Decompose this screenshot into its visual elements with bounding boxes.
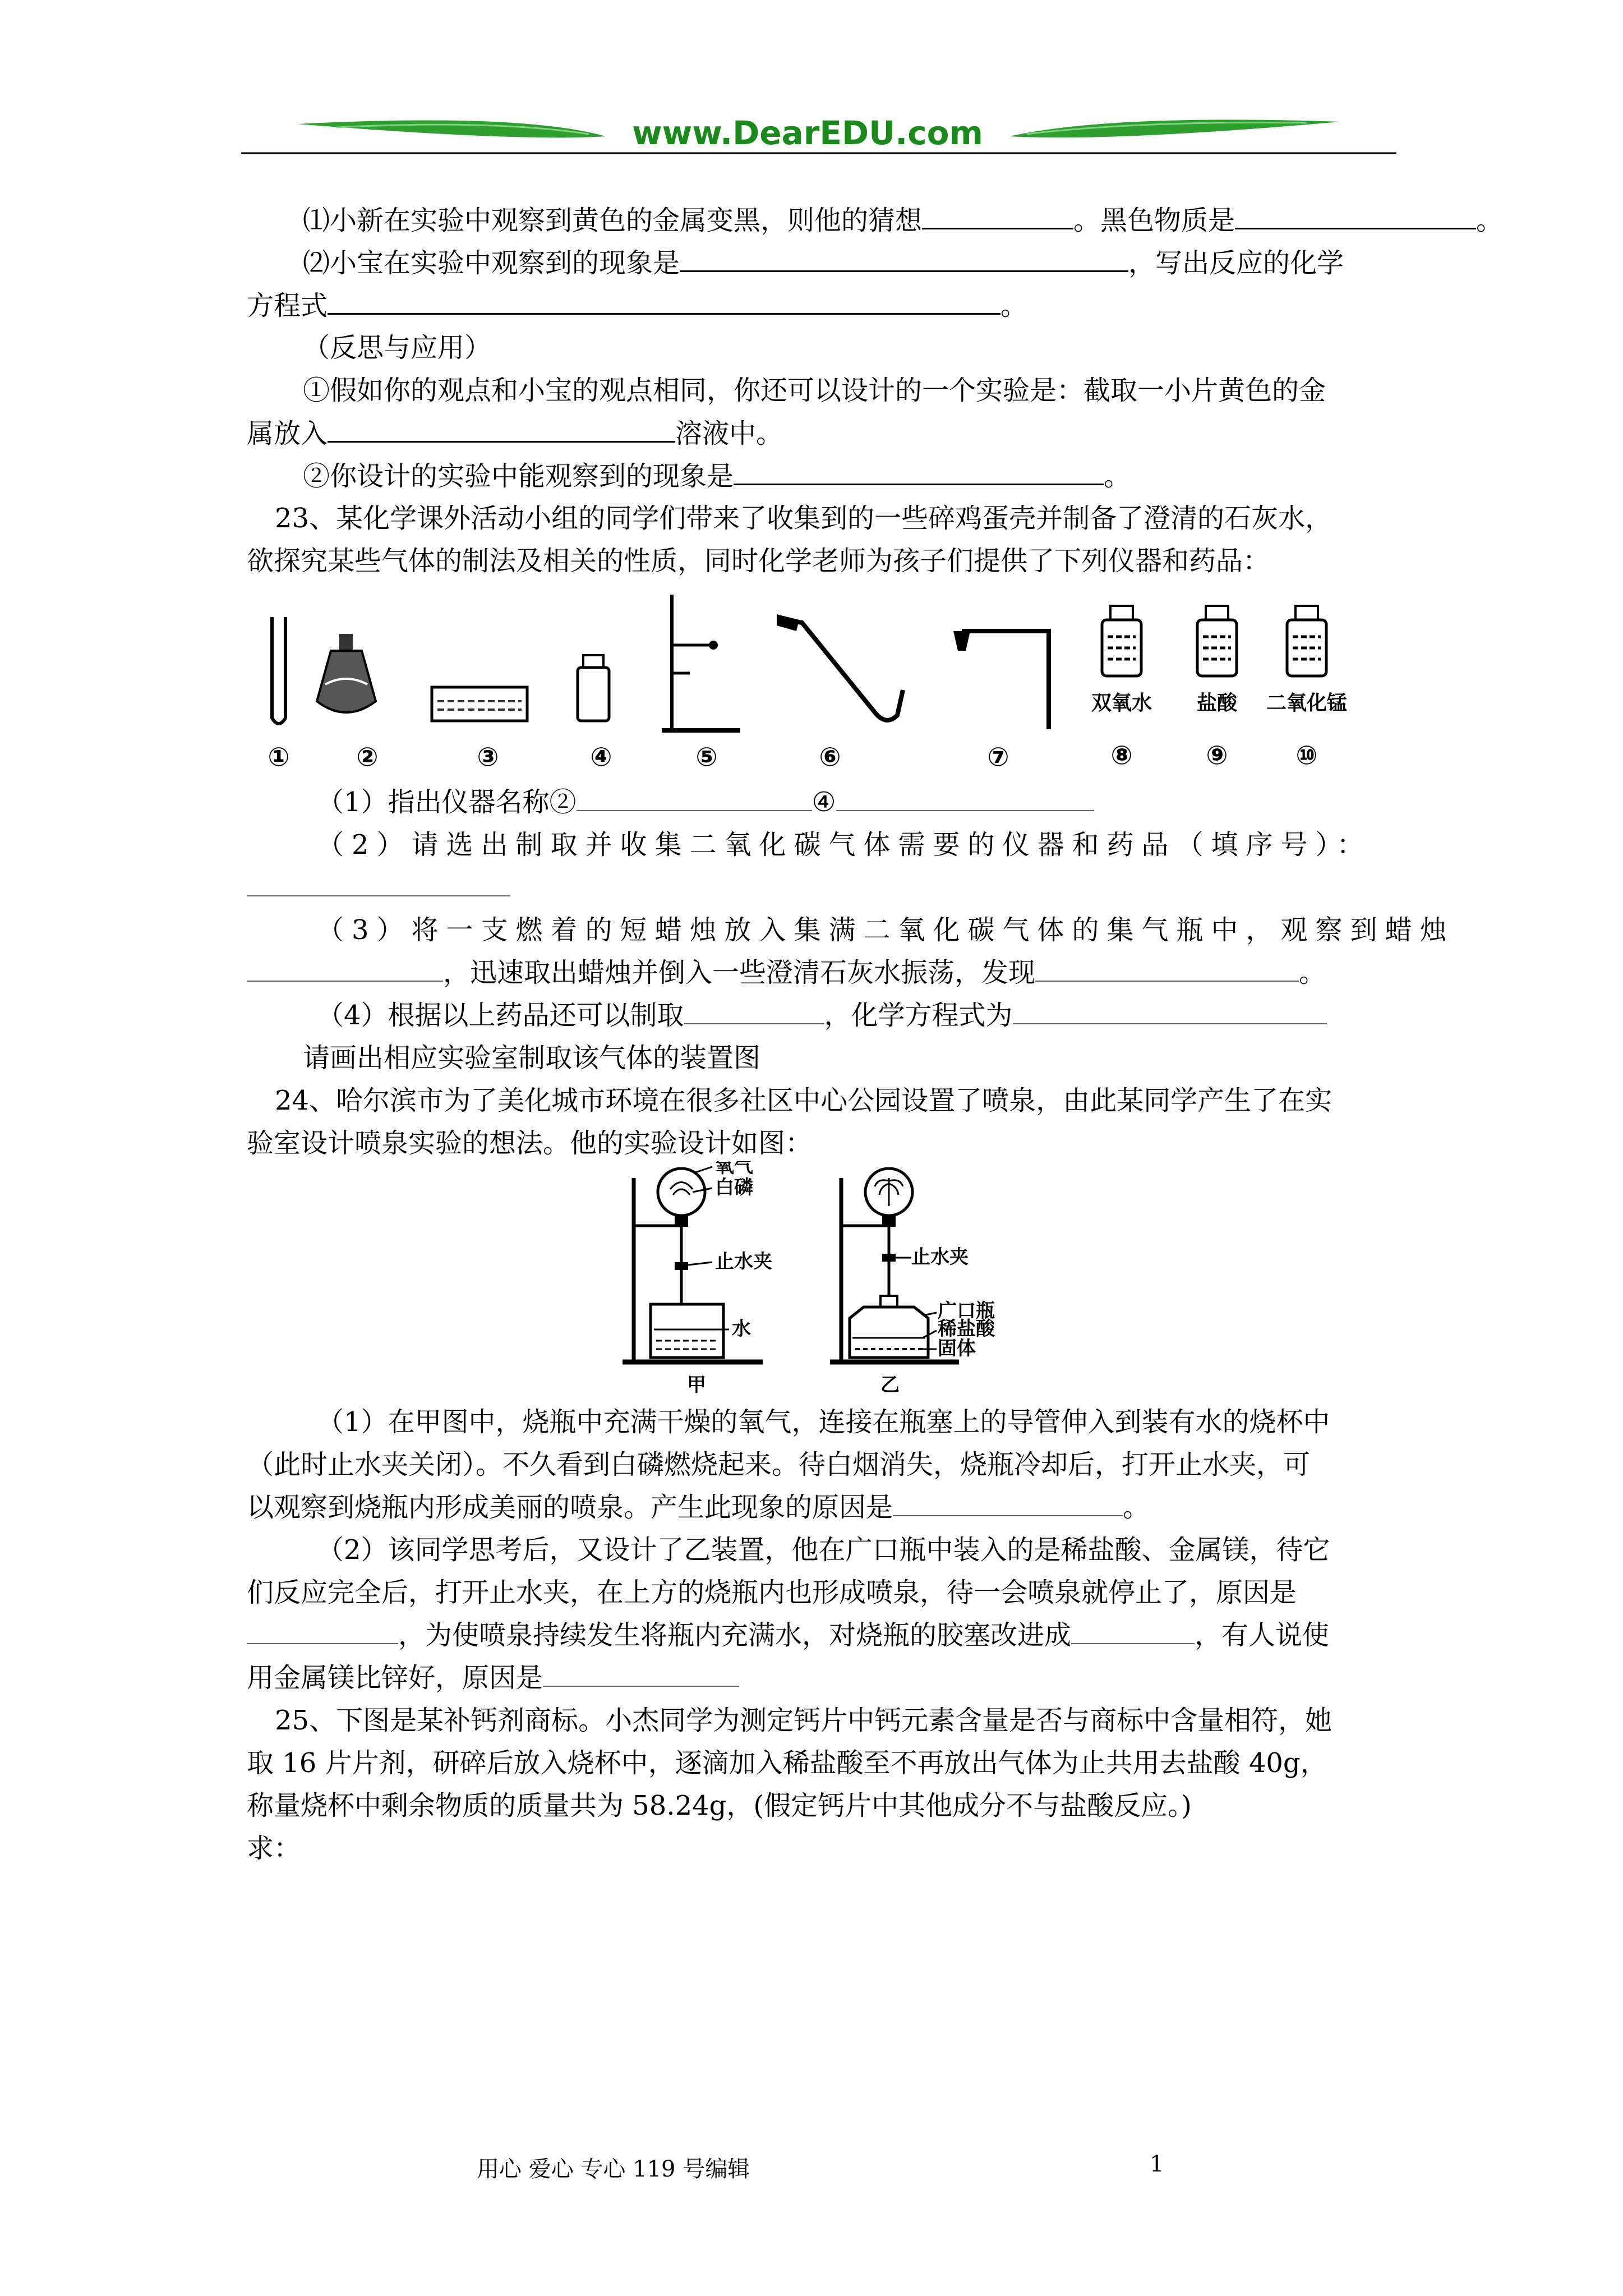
- apparatus-number: ①: [268, 742, 290, 772]
- answer-blank[interactable]: [247, 871, 510, 896]
- apparatus-number: ③: [477, 742, 499, 772]
- figure-label: 氧气: [715, 1161, 753, 1177]
- q23-sub-2-blank-line: [247, 871, 510, 904]
- answer-blank[interactable]: [247, 1618, 398, 1644]
- q25-line-3: 称量烧杯中剩余物质的质量共为 58.24g，(假定钙片中其他成分不与盐酸反应。): [247, 1790, 1192, 1821]
- figure-caption: 乙: [880, 1374, 900, 1396]
- answer-blank[interactable]: [734, 459, 1104, 485]
- bottle-label: 双氧水: [1091, 692, 1152, 715]
- q24-p2-line-2: 们反应完全后，打开止水夹，在上方的烧瓶内也形成喷泉，待一会喷泉就停止了，原因是: [247, 1577, 1297, 1608]
- q25-line-4: 求：: [247, 1833, 301, 1864]
- delivery-tube-icon: [953, 631, 1049, 729]
- q23-sub-4: （4）根据以上药品还可以制取 ，化学方程式为: [317, 999, 1327, 1032]
- answer-blank[interactable]: [328, 416, 675, 443]
- q23-sub-3-cont: ，迅速取出蜡烛并倒入一些澄清石灰水振荡，发现 。: [247, 956, 1326, 990]
- q24-intro-2: 验室设计喷泉实验的想法。他的实验设计如图：: [247, 1128, 813, 1159]
- answer-blank[interactable]: [836, 785, 1094, 811]
- q22-reflect-heading: （反思与应用）: [303, 332, 492, 364]
- answer-blank[interactable]: [684, 999, 824, 1024]
- q24-intro-1: 24、哈尔滨市为了美化城市环境在很多社区中心公园设置了喷泉，由此某同学产生了在实: [275, 1085, 1332, 1116]
- q25-line-1: 25、下图是某补钙剂商标。小杰同学为测定钙片中钙元素含量是否与商标中含量相符，她: [275, 1705, 1332, 1736]
- answer-blank[interactable]: [577, 785, 812, 811]
- figure-label: 止水夹: [911, 1246, 969, 1268]
- q23-sub-1: （1）指出仪器名称② ④: [317, 785, 1094, 819]
- q23-sub-2: （2）请选出制取并收集二氧化碳气体需要的仪器和药品（填序号）：: [317, 829, 1372, 861]
- figure-label: 广口瓶: [938, 1300, 995, 1322]
- q23-intro-1: 23、某化学课外活动小组的同学们带来了收集到的一些碎鸡蛋壳并制备了澄清的石灰水，: [275, 503, 1332, 534]
- q24-p2-line-4: 用金属镁比锌好，原因是: [247, 1661, 739, 1695]
- q23-sub-3: （3）将一支燃着的短蜡烛放入集满二氧化碳气体的集气瓶中，观察到蜡烛: [317, 914, 1455, 946]
- water-trough-icon: [432, 687, 527, 721]
- answer-blank[interactable]: [680, 246, 1128, 272]
- apparatus-number: ②: [356, 742, 379, 772]
- bottle-label: 盐酸: [1196, 692, 1238, 715]
- apparatus-number: ⑧: [1110, 740, 1133, 770]
- bottle-label: 二氧化锰: [1266, 692, 1348, 715]
- alcohol-lamp-icon: [317, 634, 376, 712]
- gas-bottle-icon: [578, 655, 609, 721]
- answer-blank[interactable]: [1071, 1618, 1195, 1644]
- figure-label: 白磷: [715, 1176, 753, 1199]
- answer-blank[interactable]: [1035, 956, 1299, 982]
- site-banner-logo: [241, 109, 1396, 165]
- answer-blank[interactable]: [1235, 203, 1476, 229]
- figure-label: 止水夹: [715, 1250, 772, 1273]
- q24-p1-line-2: （此时止水夹关闭）。不久看到白磷燃烧起来。待白烟消失，烧瓶冷却后，打开止水夹，可: [247, 1449, 1311, 1480]
- site-name: www.DearEDU.com: [632, 114, 983, 152]
- figure-caption: 甲: [687, 1374, 706, 1396]
- q22-line-1: ⑴小新在实验中观察到黄色的金属变黑，则他的猜想 。黑色物质是 。: [303, 203, 1503, 237]
- figure-label: 水: [732, 1318, 751, 1340]
- q25-line-2: 取 16 片片剂，研碎后放入烧杯中，逐滴加入稀盐酸至不再放出气体为止共用去盐酸 40g，: [247, 1747, 1327, 1779]
- q23-intro-2: 欲探究某些气体的制法及相关的性质，同时化学老师为孩子们提供了下列仪器和药品：: [247, 545, 1270, 577]
- answer-blank[interactable]: [543, 1661, 739, 1687]
- apparatus-number: ④: [590, 742, 612, 772]
- q24-p2-line-3: ，为使喷泉持续发生将瓶内充满水，对烧瓶的胶塞改进成 ，有人说使: [247, 1618, 1329, 1652]
- q22-line-7: ②你设计的实验中能观察到的现象是 。: [303, 459, 1131, 493]
- q22-line-2: ⑵小宝在实验中观察到的现象是 ，写出反应的化学: [303, 246, 1344, 280]
- q24-p1-line-1: （1）在甲图中，烧瓶中充满干燥的氧气，连接在瓶塞上的导管伸入到装有水的烧杯中: [317, 1406, 1330, 1438]
- apparatus-number: ⑤: [695, 742, 718, 772]
- iron-stand-icon: [662, 595, 740, 730]
- answer-blank[interactable]: [893, 1490, 1123, 1516]
- fountain-experiment-figure: [617, 1161, 1043, 1397]
- q22-line-6: 属放入 溶液中。: [247, 416, 783, 450]
- q24-p2-line-1: （2）该同学思考后，又设计了乙装置，他在广口瓶中装入的是稀盐酸、金属镁，待它: [317, 1534, 1330, 1566]
- reagent-bottle-hydrochloric-acid-icon: [1197, 606, 1237, 676]
- figure-label: 稀盐酸: [938, 1318, 995, 1340]
- apparatus-number: ⑨: [1206, 740, 1228, 770]
- q24-p1-line-3: 以观察到烧瓶内形成美丽的喷泉。产生此现象的原因是 。: [247, 1492, 1150, 1523]
- page-number: 1: [1150, 2151, 1164, 2177]
- q23-sub-5: 请画出相应实验室制取该气体的装置图: [303, 1042, 761, 1074]
- test-tube-icon: [272, 617, 285, 724]
- answer-blank[interactable]: [1013, 999, 1327, 1024]
- apparatus-number: ⑥: [819, 742, 841, 772]
- footer-note: 用心 爱心 专心 119 号编辑: [477, 2156, 750, 2182]
- apparatus-figure: [247, 589, 1391, 780]
- reagent-bottle-manganese-dioxide-icon: [1287, 606, 1326, 676]
- bent-tube-icon: [777, 614, 903, 720]
- figure-label: 固体: [938, 1337, 976, 1360]
- reagent-bottle-hydrogen-peroxide-icon: [1102, 606, 1141, 676]
- q22-line-5: ①假如你的观点和小宝的观点相同，你还可以设计的一个实验是：截取一小片黄色的金: [303, 375, 1326, 406]
- apparatus-number: ⑦: [987, 742, 1009, 772]
- q22-line-3: 方程式 。: [247, 288, 1027, 323]
- answer-blank[interactable]: [247, 956, 443, 982]
- answer-blank[interactable]: [328, 288, 1000, 315]
- answer-blank[interactable]: [922, 203, 1073, 229]
- page-header: [241, 109, 1396, 165]
- apparatus-number: ⑩: [1295, 740, 1318, 770]
